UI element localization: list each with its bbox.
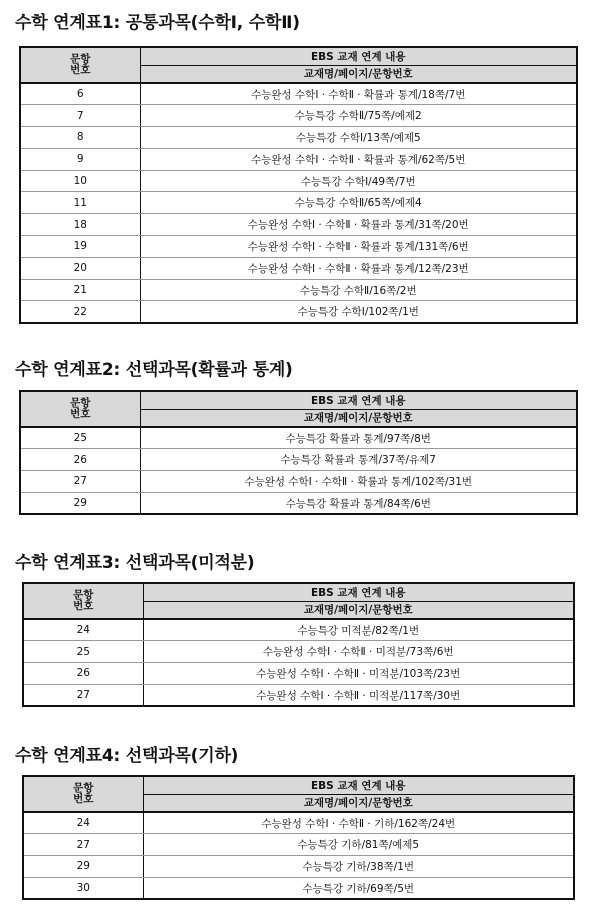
- table-row: [20, 214, 577, 236]
- ebs-reference: 수능완성 수학Ⅰ · 수학Ⅱ · 확률과 통계/31쪽/20번: [140, 214, 577, 236]
- question-number: 26: [23, 663, 143, 685]
- table-row: [20, 127, 577, 149]
- table-row: [20, 257, 577, 279]
- ebs-reference: 수능완성 수학Ⅰ · 수학Ⅱ · 확률과 통계/131쪽/6번: [140, 236, 577, 258]
- header-book-page-number: 교재명/페이지/문항번호: [140, 409, 577, 427]
- table-row: [20, 427, 577, 449]
- ebs-reference: 수능특강 수학Ⅱ/65쪽/예제4: [140, 192, 577, 214]
- table-row: [23, 856, 574, 878]
- table-row: [23, 684, 574, 706]
- header-book-page-number: 교재명/페이지/문항번호: [143, 794, 574, 812]
- ebs-reference: 수능특강 기하/38쪽/1번: [143, 856, 574, 878]
- ebs-reference: 수능완성 수학Ⅰ · 수학Ⅱ · 미적분/117쪽/30번: [256, 689, 461, 702]
- question-number: 24: [23, 812, 143, 834]
- header-question-number-label: 문항 번호: [70, 53, 91, 76]
- ebs-reference: 수능특강 기하/81쪽/예제5: [143, 834, 574, 856]
- question-number: 19: [20, 236, 140, 258]
- link-table: [19, 46, 578, 324]
- ebs-reference: 수능특강 기하/69쪽/5번: [302, 882, 415, 895]
- question-number: 30: [23, 877, 143, 899]
- table-row: [23, 619, 574, 641]
- header-question-number-label: 문항 번호: [73, 589, 94, 612]
- header-question-number: [23, 776, 143, 812]
- ebs-reference: 수능특강 확률과 통계/37쪽/유제7: [140, 449, 577, 471]
- question-number: 24: [23, 619, 143, 641]
- question-number: 29: [20, 492, 140, 514]
- header-book-page-number: 교재명/페이지/문항번호: [140, 65, 577, 83]
- table-row: [20, 105, 577, 127]
- table-row: [23, 834, 574, 856]
- header-question-number-label: 문항 번호: [70, 397, 91, 420]
- table-row: [20, 148, 577, 170]
- question-number: 27: [23, 834, 143, 856]
- question-number: 20: [20, 257, 140, 279]
- link-table: [22, 775, 575, 900]
- ebs-reference: 수능특강 미적분/82쪽/1번: [143, 619, 574, 641]
- table-row: [23, 877, 574, 899]
- question-number: 10: [20, 170, 140, 192]
- header-ebs-content: EBS 교재 연계 내용: [140, 391, 577, 409]
- table-row: [20, 449, 577, 471]
- ebs-reference: 수능완성 수학Ⅰ · 수학Ⅱ · 확률과 통계/18쪽/7번: [140, 83, 577, 105]
- table-row: [20, 492, 577, 514]
- question-number: 11: [20, 192, 140, 214]
- ebs-reference: 수능완성 수학Ⅰ · 수학Ⅱ · 확률과 통계/62쪽/5번: [140, 148, 577, 170]
- ebs-reference: 수능완성 수학Ⅰ · 수학Ⅱ · 확률과 통계/12쪽/23번: [140, 257, 577, 279]
- ebs-reference: 수능특강 수학Ⅱ/16쪽/2번: [140, 279, 577, 301]
- question-number: 27: [23, 684, 143, 706]
- ebs-reference: 수능완성 수학Ⅰ · 수학Ⅱ · 미적분/103쪽/23번: [143, 663, 574, 685]
- question-number: 26: [20, 449, 140, 471]
- section-title: 수학 연계표2: 선택과목(확률과 통계): [15, 360, 293, 380]
- question-number: 6: [20, 83, 140, 105]
- table-row: [20, 83, 577, 105]
- link-table: [22, 582, 575, 707]
- header-ebs-content: EBS 교재 연계 내용: [143, 583, 574, 601]
- header-question-number-label: 문항 번호: [73, 782, 94, 805]
- ebs-reference: 수능특강 확률과 통계/84쪽/6번: [285, 497, 431, 510]
- table-row: [20, 301, 577, 323]
- header-ebs-content: EBS 교재 연계 내용: [140, 47, 577, 65]
- ebs-reference: 수능특강 수학Ⅰ/49쪽/7번: [140, 170, 577, 192]
- question-number: 27: [20, 471, 140, 493]
- question-number: 25: [20, 427, 140, 449]
- ebs-reference: 수능특강 수학Ⅱ/75쪽/예제2: [140, 105, 577, 127]
- question-number: 25: [23, 641, 143, 663]
- ebs-reference: 수능특강 확률과 통계/97쪽/8번: [140, 427, 577, 449]
- question-number: 29: [23, 856, 143, 878]
- ebs-reference: 수능특강 수학Ⅰ/13쪽/예제5: [140, 127, 577, 149]
- table-row: [20, 236, 577, 258]
- table-row: [20, 170, 577, 192]
- section-title: 수학 연계표1: 공통과목(수학Ⅰ, 수학Ⅱ): [15, 13, 300, 33]
- header-ebs-content: EBS 교재 연계 내용: [143, 776, 574, 794]
- table-row: [23, 663, 574, 685]
- ebs-reference: 수능완성 수학Ⅰ · 수학Ⅱ · 기하/162쪽/24번: [143, 812, 574, 834]
- table-row: [23, 812, 574, 834]
- header-question-number: [23, 583, 143, 619]
- table-row: [20, 279, 577, 301]
- question-number: 21: [20, 279, 140, 301]
- table-row: [20, 192, 577, 214]
- ebs-reference: 수능완성 수학Ⅰ · 수학Ⅱ · 미적분/73쪽/6번: [143, 641, 574, 663]
- ebs-reference: 수능특강 수학Ⅰ/102쪽/1번: [297, 306, 419, 319]
- table-row: [23, 641, 574, 663]
- section-title: 수학 연계표4: 선택과목(기하): [15, 746, 239, 766]
- header-question-number: [20, 47, 140, 83]
- question-number: 7: [20, 105, 140, 127]
- question-number: 22: [20, 301, 140, 323]
- section-title: 수학 연계표3: 선택과목(미적분): [15, 553, 255, 573]
- link-table: [19, 390, 578, 515]
- header-question-number: [20, 391, 140, 427]
- question-number: 9: [20, 148, 140, 170]
- header-book-page-number: 교재명/페이지/문항번호: [143, 601, 574, 619]
- question-number: 18: [20, 214, 140, 236]
- question-number: 8: [20, 127, 140, 149]
- ebs-reference: 수능완성 수학Ⅰ · 수학Ⅱ · 확률과 통계/102쪽/31번: [140, 471, 577, 493]
- table-row: [20, 471, 577, 493]
